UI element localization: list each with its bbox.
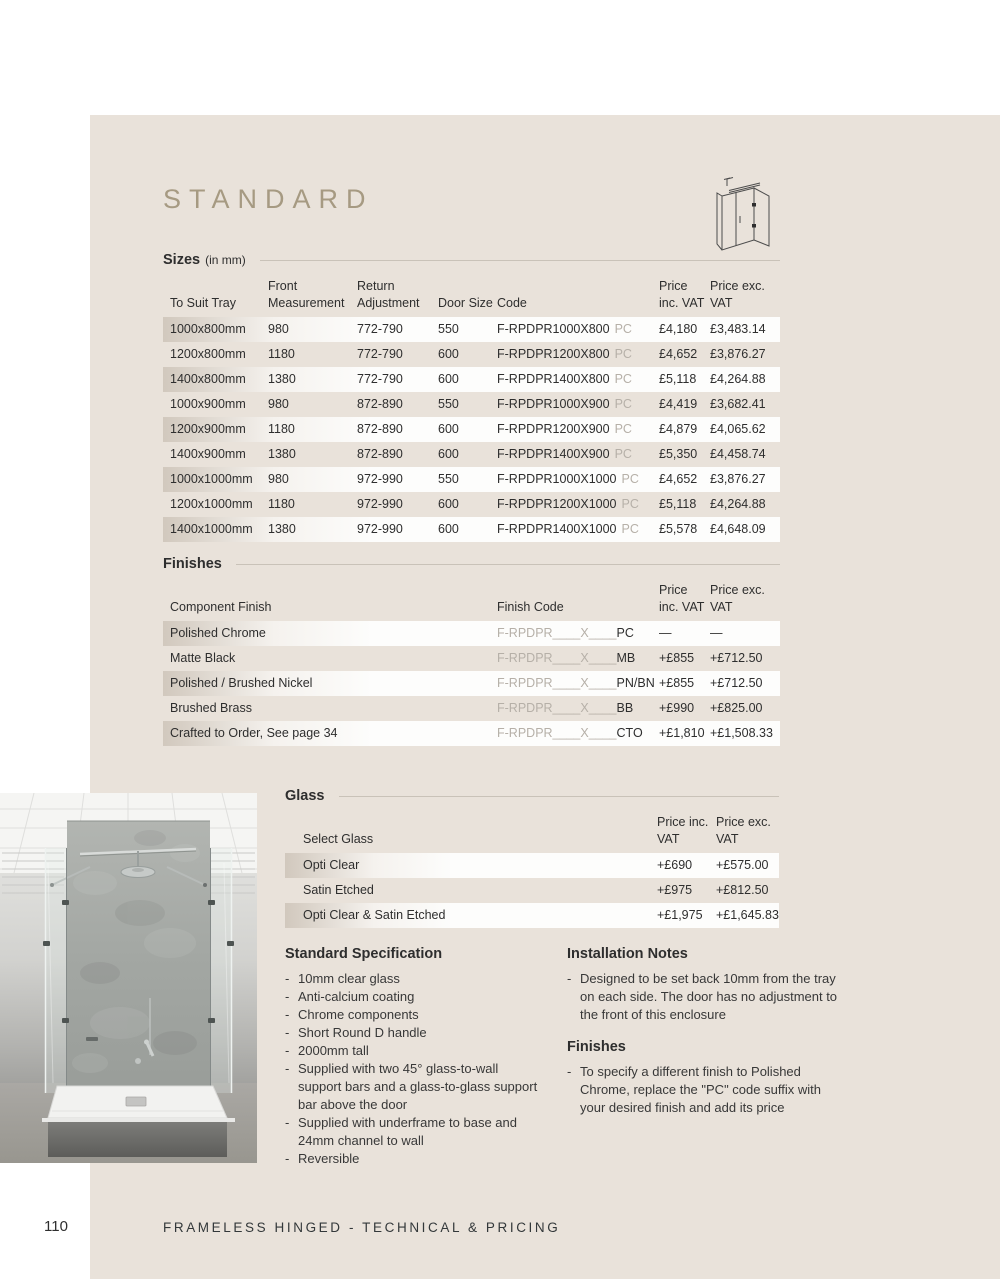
product-code: F-RPDPR1000X1000: [497, 472, 617, 486]
finish-code: PN/BN: [616, 676, 655, 690]
table-row: [163, 392, 780, 417]
spec-item: Reversible: [298, 1151, 360, 1166]
cell-door: 550: [438, 322, 459, 336]
sizes-table-header: [163, 278, 780, 317]
cell-front: 980: [268, 397, 289, 411]
table-row: [285, 853, 779, 878]
glass-title: Glass: [285, 788, 325, 804]
cell-code: [497, 492, 659, 517]
cell-price-exc: £4,065.62: [710, 422, 766, 436]
bullet-dash: -: [285, 989, 290, 1004]
bullet-dash: -: [285, 1061, 290, 1076]
cell-price-exc: +£712.50: [710, 651, 763, 665]
cell-price-inc: £5,118: [659, 497, 697, 511]
product-code-suffix: PC: [614, 447, 632, 461]
installation-notes-title: Installation Notes: [567, 946, 688, 962]
cell-component: Brushed Brass: [170, 701, 252, 715]
col-header-price-inc: Price inc. VAT: [657, 815, 709, 846]
finish-code-prefix: F-RPDPR____X____: [497, 726, 617, 740]
cell-tray: 1000x1000mm: [170, 472, 253, 486]
cell-return: 972-990: [357, 472, 403, 486]
cell-price-inc: £4,652: [659, 472, 698, 486]
cell-price-exc: +£1,508.33: [710, 726, 773, 740]
cell-code: [497, 467, 659, 492]
col-header-front: Front Measurement: [268, 279, 345, 310]
cell-component: Polished Chrome: [170, 626, 266, 640]
product-code-suffix: PC: [614, 422, 632, 436]
cell-price-inc: £4,180: [659, 322, 698, 336]
col-header-price-exc: Price exc. VAT: [710, 583, 765, 614]
list-item: [285, 1060, 540, 1114]
product-code: F-RPDPR1200X1000: [497, 497, 617, 511]
col-header-price-inc: Price inc. VAT: [659, 279, 705, 310]
product-code: F-RPDPR1400X1000: [497, 522, 617, 536]
table-row: [163, 442, 780, 467]
product-code-suffix: PC: [614, 347, 632, 361]
list-item: [285, 1042, 540, 1060]
table-row: [163, 417, 780, 442]
cell-tray: 1400x900mm: [170, 447, 246, 461]
footer-title: FRAMELESS HINGED - TECHNICAL & PRICING: [163, 1220, 561, 1235]
sizes-title: Sizes: [163, 252, 201, 268]
cell-door: 550: [438, 472, 459, 486]
page-title: STANDARD: [163, 184, 374, 214]
cell-code: [497, 317, 659, 342]
bullet-dash: -: [567, 971, 572, 986]
standard-specification: [285, 946, 540, 1168]
cell-code: [497, 367, 659, 392]
list-item: [285, 988, 540, 1006]
cell-price-exc: £4,264.88: [710, 497, 766, 511]
cell-return: 972-990: [357, 522, 403, 536]
list-item: [285, 1024, 540, 1042]
finish-code-prefix: F-RPDPR____X____: [497, 701, 617, 715]
bullet-dash: -: [285, 1151, 290, 1166]
spec-title: Standard Specification: [285, 946, 443, 962]
product-code: F-RPDPR1200X800: [497, 347, 610, 361]
page-number: 110: [44, 1218, 68, 1235]
product-photo: [0, 793, 257, 1163]
rule-divider: [260, 260, 780, 261]
col-header-price-exc: Price exc. VAT: [710, 279, 765, 310]
cell-finish-code: [497, 696, 659, 721]
finish-code: CTO: [616, 726, 643, 740]
cell-finish-code: [497, 671, 659, 696]
cell-finish-code: [497, 721, 659, 746]
cell-code: [497, 392, 659, 417]
enclosure-diagram-icon: [714, 176, 776, 256]
finishes-section: [163, 556, 780, 746]
finishes-table-header: [163, 582, 780, 621]
cell-front: 980: [268, 472, 289, 486]
cell-door: 600: [438, 347, 459, 361]
cell-glass-name: Satin Etched: [303, 883, 374, 897]
col-header-tray: To Suit Tray: [170, 296, 236, 310]
col-header-price-exc: Price exc. VAT: [716, 815, 771, 846]
glass-section: [285, 788, 779, 928]
cell-code: [497, 417, 659, 442]
list-item: [285, 1114, 540, 1150]
cell-price-inc: +£855: [659, 651, 695, 665]
table-row: [163, 317, 780, 342]
cell-finish-code: [497, 621, 659, 646]
cell-door: 600: [438, 447, 459, 461]
cell-price-exc: —: [710, 626, 723, 640]
finish-code: MB: [616, 651, 636, 665]
cell-price-inc: +£1,810: [659, 726, 705, 740]
cell-tray: 1000x800mm: [170, 322, 246, 336]
cell-price-exc: £3,483.14: [710, 322, 766, 336]
cell-price-inc: +£855: [659, 676, 695, 690]
table-row: [163, 721, 780, 746]
cell-front: 980: [268, 322, 289, 336]
product-code: F-RPDPR1400X900: [497, 447, 610, 461]
cell-code: [497, 517, 659, 542]
col-header-finish-code: Finish Code: [497, 600, 564, 614]
cell-door: 600: [438, 522, 459, 536]
cell-tray: 1400x800mm: [170, 372, 246, 386]
cell-return: 772-790: [357, 322, 403, 336]
product-code-suffix: PC: [621, 497, 639, 511]
bullet-dash: -: [285, 1025, 290, 1040]
table-row: [163, 467, 780, 492]
finish-code-prefix: F-RPDPR____X____: [497, 676, 617, 690]
cell-price-exc: £3,682.41: [710, 397, 766, 411]
cell-price-exc: +£825.00: [710, 701, 763, 715]
spec-item: 2000mm tall: [298, 1043, 369, 1058]
finishes-note-title: Finishes: [567, 1039, 626, 1055]
cell-price-inc: +£690: [657, 858, 693, 872]
cell-return: 772-790: [357, 347, 403, 361]
cell-price-inc: +£1,975: [657, 908, 703, 922]
list-item: [285, 1150, 540, 1168]
table-row: [163, 696, 780, 721]
product-code-suffix: PC: [614, 397, 632, 411]
sizes-title-note: (in mm): [205, 253, 246, 267]
table-row: [163, 621, 780, 646]
product-code-suffix: PC: [614, 322, 632, 336]
rule-divider: [339, 796, 780, 797]
cell-component: Matte Black: [170, 651, 236, 665]
cell-tray: 1000x900mm: [170, 397, 246, 411]
table-row: [163, 517, 780, 542]
cell-glass-name: Opti Clear: [303, 858, 360, 872]
finish-code-prefix: F-RPDPR____X____: [497, 626, 617, 640]
finish-note-item: To specify a different finish to Polished Chrome, replace the "PC" code suffix with your desired finish and add its price: [580, 1064, 821, 1115]
cell-price-inc: £5,578: [659, 522, 698, 536]
spec-item: Supplied with two 45° glass-to-wall support bars and a glass-to-glass support bar above the door: [298, 1061, 538, 1112]
cell-glass-name: Opti Clear & Satin Etched: [303, 908, 446, 922]
bullet-dash: -: [285, 1007, 290, 1022]
product-code-suffix: PC: [621, 472, 639, 486]
col-header-code: Code: [497, 296, 527, 310]
cell-price-exc: £4,458.74: [710, 447, 766, 461]
cell-front: 1380: [268, 447, 296, 461]
product-code: F-RPDPR1200X900: [497, 422, 610, 436]
install-item: Designed to be set back 10mm from the tray on each side. The door has no adjustment to the front of this enclosure: [580, 971, 838, 1022]
col-header-component: Component Finish: [170, 600, 272, 614]
cell-price-inc: £5,118: [659, 372, 697, 386]
col-header-return: Return Adjustment: [357, 279, 420, 310]
cell-price-exc: £4,264.88: [710, 372, 766, 386]
table-row: [285, 903, 779, 928]
cell-return: 972-990: [357, 497, 403, 511]
list-item: [285, 1006, 540, 1024]
cell-front: 1180: [268, 422, 295, 436]
spec-item: Anti-calcium coating: [298, 989, 415, 1004]
table-row: [163, 671, 780, 696]
cell-price-exc: +£575.00: [716, 858, 769, 872]
cell-door: 550: [438, 397, 459, 411]
col-header-door: Door Size: [438, 296, 493, 310]
sizes-section: [163, 252, 780, 542]
product-code-suffix: PC: [614, 372, 632, 386]
cell-price-exc: +£712.50: [710, 676, 763, 690]
table-row: [163, 367, 780, 392]
cell-tray: 1200x800mm: [170, 347, 246, 361]
cell-price-inc: £4,419: [659, 397, 698, 411]
installation-notes: [567, 946, 845, 1117]
list-item: [567, 970, 845, 1024]
glass-table-header: [285, 814, 779, 853]
product-code: F-RPDPR1000X900: [497, 397, 610, 411]
cell-door: 600: [438, 497, 459, 511]
cell-price-exc: +£1,645.83: [716, 908, 779, 922]
cell-price-exc: +£812.50: [716, 883, 769, 897]
cell-component: Crafted to Order, See page 34: [170, 726, 338, 740]
cell-price-exc: £4,648.09: [710, 522, 766, 536]
cell-tray: 1200x900mm: [170, 422, 246, 436]
list-item: [285, 970, 540, 988]
cell-price-inc: £4,879: [659, 422, 698, 436]
cell-component: Polished / Brushed Nickel: [170, 676, 313, 690]
finish-code: PC: [616, 626, 634, 640]
spec-item: Supplied with underframe to base and 24mm channel to wall: [298, 1115, 517, 1148]
cell-return: 872-890: [357, 397, 403, 411]
col-header-price-inc: Price inc. VAT: [659, 583, 705, 614]
cell-front: 1380: [268, 522, 296, 536]
table-row: [163, 342, 780, 367]
spec-item: Chrome components: [298, 1007, 419, 1022]
finish-code-prefix: F-RPDPR____X____: [497, 651, 617, 665]
table-row: [163, 492, 780, 517]
bullet-dash: -: [285, 971, 290, 986]
finishes-title: Finishes: [163, 556, 222, 572]
cell-front: 1180: [268, 347, 295, 361]
cell-price-inc: +£990: [659, 701, 695, 715]
cell-tray: 1400x1000mm: [170, 522, 253, 536]
product-code-suffix: PC: [621, 522, 639, 536]
table-row: [285, 878, 779, 903]
cell-front: 1180: [268, 497, 295, 511]
cell-door: 600: [438, 372, 459, 386]
cell-front: 1380: [268, 372, 296, 386]
cell-price-exc: £3,876.27: [710, 472, 766, 486]
spec-item: Short Round D handle: [298, 1025, 427, 1040]
cell-code: [497, 342, 659, 367]
cell-price-inc: £5,350: [659, 447, 698, 461]
cell-door: 600: [438, 422, 459, 436]
cell-price-inc: £4,652: [659, 347, 698, 361]
spec-item: 10mm clear glass: [298, 971, 400, 986]
cell-return: 872-890: [357, 447, 403, 461]
cell-price-inc: —: [659, 626, 672, 640]
cell-return: 872-890: [357, 422, 403, 436]
bullet-dash: -: [285, 1115, 290, 1130]
finish-code: BB: [616, 701, 634, 715]
cell-price-inc: +£975: [657, 883, 693, 897]
cell-tray: 1200x1000mm: [170, 497, 253, 511]
list-item: [567, 1063, 845, 1117]
col-header-select-glass: Select Glass: [303, 832, 374, 846]
bullet-dash: -: [567, 1064, 572, 1079]
cell-return: 772-790: [357, 372, 403, 386]
cell-finish-code: [497, 646, 659, 671]
rule-divider: [236, 564, 780, 565]
table-row: [163, 646, 780, 671]
product-code: F-RPDPR1400X800: [497, 372, 610, 386]
cell-code: [497, 442, 659, 467]
product-code: F-RPDPR1000X800: [497, 322, 610, 336]
cell-price-exc: £3,876.27: [710, 347, 766, 361]
bullet-dash: -: [285, 1043, 290, 1058]
